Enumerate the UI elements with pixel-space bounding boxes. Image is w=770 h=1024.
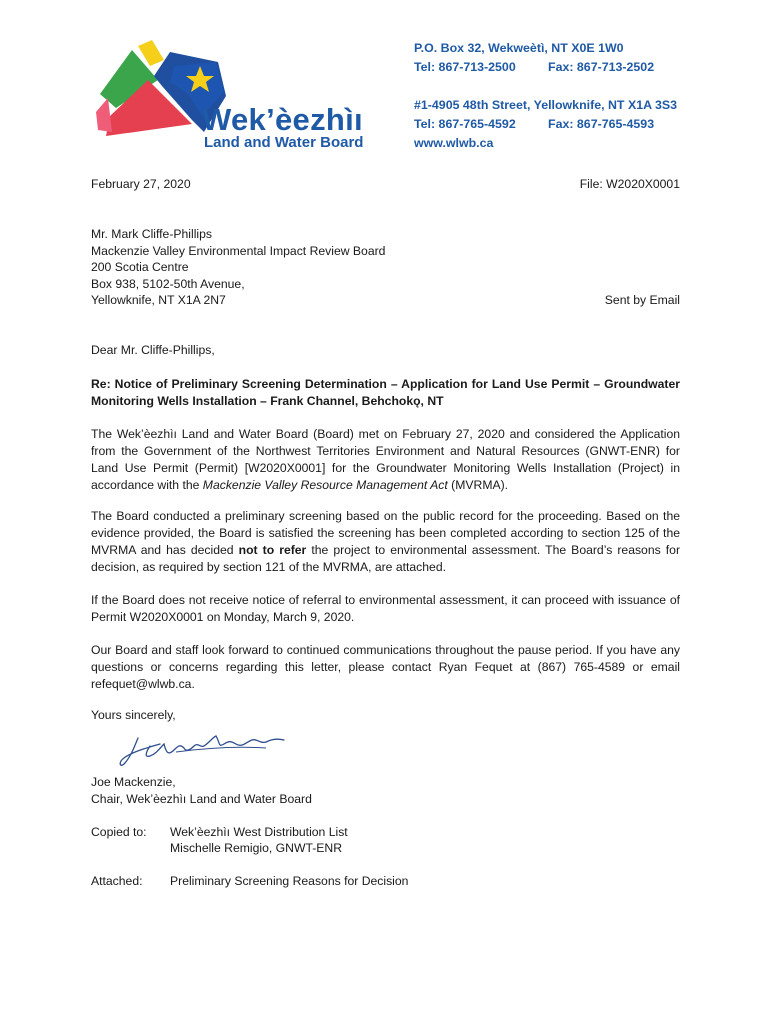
office2-fax: Fax: 867-765-4593 bbox=[548, 117, 655, 131]
signature-image bbox=[116, 726, 296, 776]
body-paragraph-2 bbox=[91, 508, 680, 576]
contact-office2 bbox=[414, 96, 677, 153]
subject-line: Re: Notice of Preliminary Screening Determination – Application for Land Use Permit – Groundwater Monitoring Wells Installation – Frank Channel, Behchokǫ, NT bbox=[91, 377, 680, 408]
copied-label: Copied to: bbox=[91, 825, 147, 839]
contact-office1 bbox=[414, 39, 655, 77]
p1-text: The Wek’èezhìı Land and Water Board (Board) met on February 27, 2020 and considered the Application from the Government of the Northwest Territories Environment and Natural Resources (GNWT-ENR) for Land Use Permit (Permit) [W2020X0001] for the Groundwater Monitoring Wells Installation (Project) in accordance with the bbox=[91, 427, 680, 492]
office2-tel: Tel: 867-765-4592 bbox=[414, 117, 516, 131]
file-reference: File: W2020X0001 bbox=[579, 177, 680, 191]
act-title: Mackenzie Valley Resource Management Act bbox=[202, 478, 448, 492]
signer-name: Joe Mackenzie, bbox=[91, 775, 176, 789]
delivery-method: Sent by Email bbox=[604, 293, 680, 307]
body-paragraph-1 bbox=[91, 426, 680, 494]
recipient-address-line: Yellowknife, NT X1A 2N7 bbox=[91, 293, 226, 307]
recipient-name: Mr. Mark Cliffe-Phillips bbox=[91, 227, 212, 241]
salutation: Dear Mr. Cliffe-Phillips, bbox=[91, 343, 215, 357]
office2-address: #1-4905 48th Street, Yellowknife, NT X1A 3S3 bbox=[414, 98, 678, 112]
letter-date: February 27, 2020 bbox=[91, 177, 191, 191]
recipient-org: Mackenzie Valley Environmental Impact Review Board bbox=[91, 244, 386, 258]
office1-tel: Tel: 867-713-2500 bbox=[414, 60, 516, 74]
recipient-address-line: Box 938, 5102-50th Avenue, bbox=[91, 277, 245, 291]
org-subtitle: Land and Water Board bbox=[204, 134, 364, 151]
p2-emphasis: not to refer bbox=[238, 543, 307, 557]
p1-text-end: (MVRMA). bbox=[447, 478, 509, 492]
attached-label: Attached: bbox=[91, 874, 143, 888]
logo bbox=[92, 36, 392, 156]
recipient-address-line: 200 Scotia Centre bbox=[91, 260, 189, 274]
website-link[interactable]: www.wlwb.ca bbox=[414, 136, 494, 150]
body-paragraph-4: Our Board and staff look forward to continued communications throughout the pause period. If you have any questions or concerns regarding this letter, please contact Ryan Fequet at (867) 765-4589 or email refequet@wlwb.ca. bbox=[91, 643, 680, 691]
org-name: Wek’èezhìı bbox=[202, 102, 363, 137]
body-paragraph-3: If the Board does not receive notice of referral to environmental assessment, it can proceed with issuance of Permit W2020X0001 on Monday, March 9, 2020. bbox=[91, 593, 680, 624]
attached-item: Preliminary Screening Reasons for Decision bbox=[170, 874, 409, 888]
p2-text-end: the project to environmental assessment. The Board’s reasons for decision, as required by section 121 of the MVRMA, are attached. bbox=[91, 543, 680, 574]
office1-address: P.O. Box 32, Wekweètì, NT X0E 1W0 bbox=[414, 41, 624, 55]
signer-title: Chair, Wek’èezhìı Land and Water Board bbox=[91, 792, 312, 806]
p2-text: The Board conducted a preliminary screening based on the public record for the proceeding. Based on the evidence provided, the Board is satisfied the screening has been completed according to section 125 of the MVRMA and has decided bbox=[91, 509, 680, 557]
office1-fax: Fax: 867-713-2502 bbox=[548, 60, 655, 74]
closing: Yours sincerely, bbox=[91, 708, 176, 722]
copied-item: Wek’èezhìı West Distribution List bbox=[170, 825, 348, 839]
copied-item: Mischelle Remigio, GNWT-ENR bbox=[170, 841, 343, 855]
